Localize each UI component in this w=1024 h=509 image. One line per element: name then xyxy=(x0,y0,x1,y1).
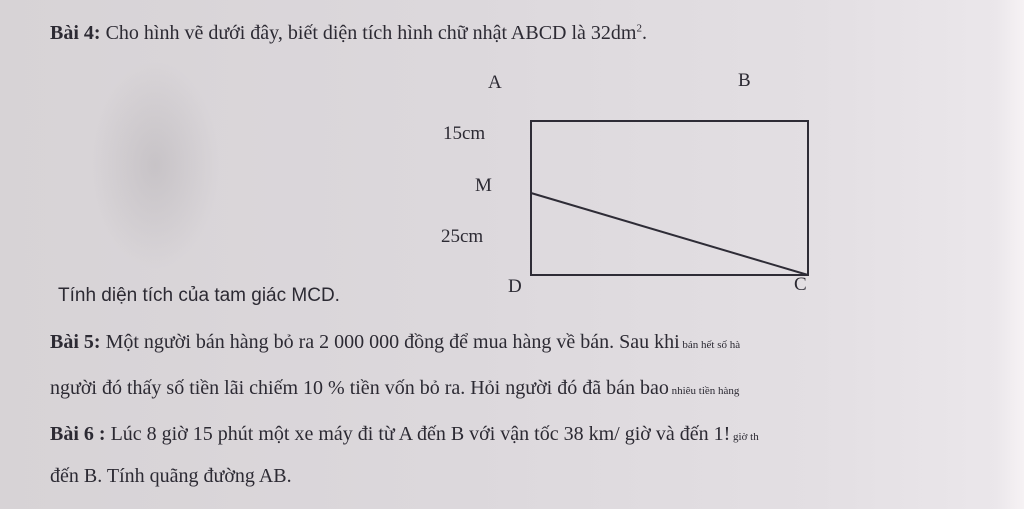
segment-label-am: 15cm xyxy=(443,123,486,144)
bai4-end: . xyxy=(641,22,647,44)
bai6-label: Bài 6 : xyxy=(50,423,106,445)
bai5-label: Bài 5: xyxy=(50,331,101,353)
vertex-label-c: C xyxy=(794,274,807,295)
vertex-label-b: B xyxy=(738,70,751,91)
bai5-text2-small: nhiêu tiền hàng xyxy=(668,385,740,397)
bai6-line2: đến B. Tính quãng đường AB. xyxy=(50,465,292,487)
point-label-m: M xyxy=(475,175,492,196)
bai4-exponent: 2 xyxy=(636,22,642,35)
bai6-text1-small: giờ th xyxy=(730,431,759,443)
bai4-question: Tính diện tích của tam giác MCD. xyxy=(58,285,340,306)
bai5-text1: Một người bán hàng bỏ ra 2 000 000 đồng để mua hàng về bán. Sau khi xyxy=(100,331,680,353)
bai4-text: Cho hình vẽ dưới đây, biết diện tích hình chữ nhật ABCD là 32dm xyxy=(100,22,637,44)
bai5-line1 xyxy=(50,331,740,354)
bai5-text2: người đó thấy số tiền lãi chiếm 10 % tiền vốn bỏ ra. Hỏi người đó đã bán bao xyxy=(50,377,669,399)
rectangle-abcd xyxy=(531,121,808,275)
vertex-label-a: A xyxy=(488,72,502,93)
segment-mc xyxy=(531,193,808,275)
bai5-text1-small: bán hết số hà xyxy=(679,339,741,351)
bai4-label: Bài 4: xyxy=(50,22,101,44)
bai6-line1 xyxy=(50,423,759,446)
vertex-label-d: D xyxy=(508,276,522,297)
bai5-line2 xyxy=(50,377,739,400)
bai6-text1: Lúc 8 giờ 15 phút một xe máy đi từ A đến B với vận tốc 38 km/ giờ và đến 1! xyxy=(105,423,731,445)
segment-label-md: 25cm xyxy=(441,226,484,247)
